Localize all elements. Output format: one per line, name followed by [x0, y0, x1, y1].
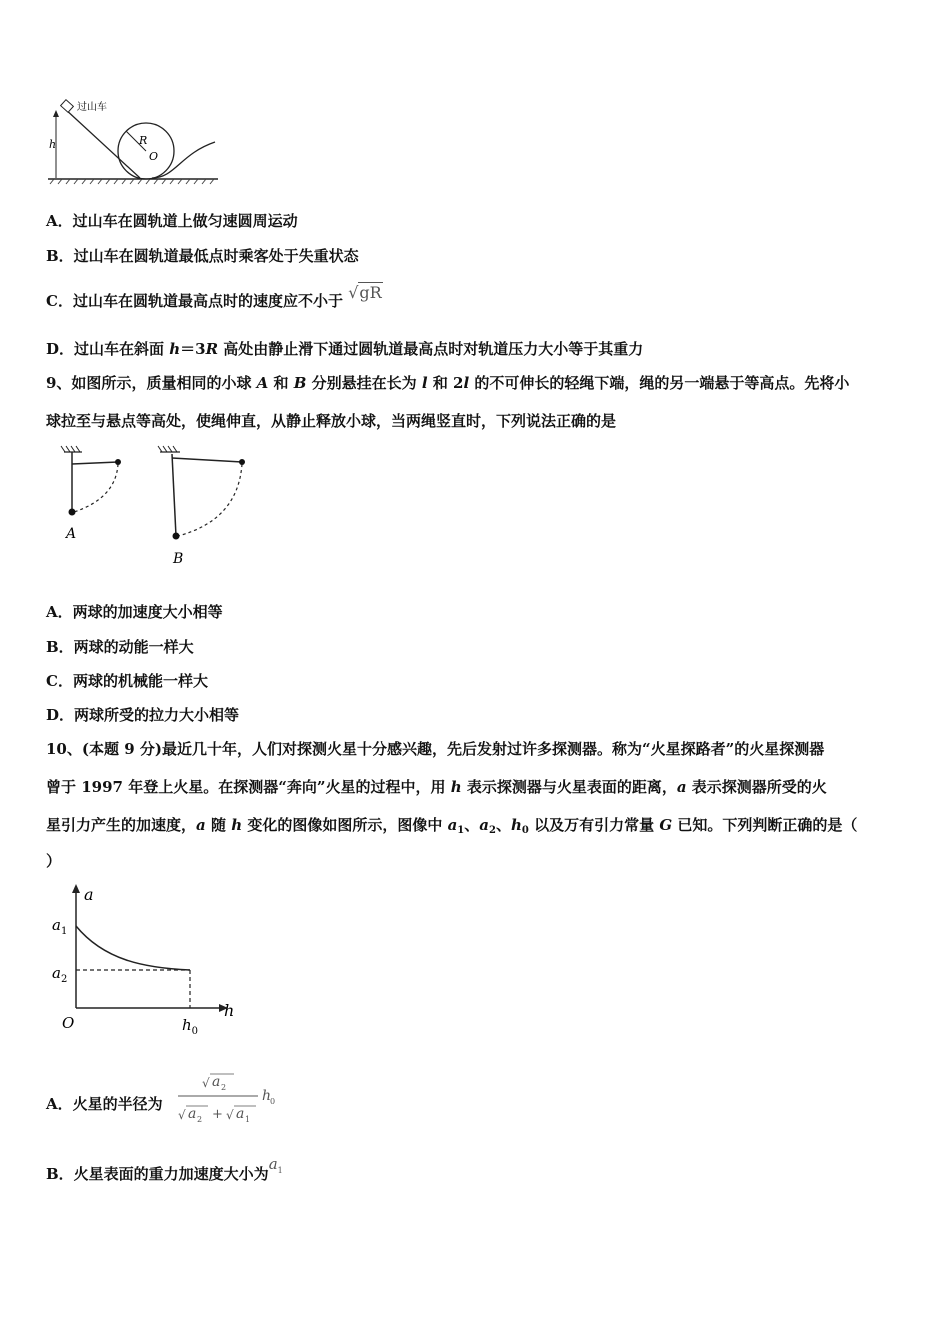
q9-t1: 9、如图所示，质量相同的小球 [46, 374, 257, 392]
pendulum-a-ball [69, 509, 76, 516]
pendulum-b-string-horizontal [172, 458, 242, 462]
q10-l3-a2-sub: 2 [489, 825, 496, 836]
coaster-label: 过山车 [77, 102, 107, 113]
q9-stem-line1 [46, 372, 849, 393]
q8-d-post: 高处由静止滑下通过圆轨道最高点时对轨道压力大小等于其重力 [218, 340, 644, 358]
svg-text:√: √ [226, 1108, 234, 1122]
q8-d-h: h [169, 340, 181, 358]
q10-l3-t2: 随 [205, 816, 232, 834]
coaster-car [61, 100, 74, 113]
q10-l2-var-a: a [676, 778, 687, 796]
q9-t4: 和 2 [427, 374, 464, 392]
q10-l3-var-G: G [659, 816, 673, 834]
formula-h0-sub: 0 [270, 1097, 276, 1106]
pendulum-b-ball-top [239, 459, 245, 465]
q9-option-b: B．两球的动能一样大 [46, 638, 194, 656]
q9-t5: 的不可伸长的轻绳下端，绳的另一端悬于等高点。先将小 [469, 374, 850, 392]
q8-sqrt-content: gR [359, 283, 382, 302]
q10-l3-h0: h [511, 816, 522, 834]
q10-l2-var-h: h [450, 778, 462, 796]
q10-l3-t3: 变化的图像如图所示，图像中 [242, 816, 448, 834]
q10-l3-a1-sub: 1 [457, 825, 465, 836]
q10-option-b-text: B．火星表面的重力加速度大小为 [46, 1165, 269, 1183]
q9-t2: 和 [268, 374, 294, 392]
pendulum-b-arc [178, 464, 242, 536]
pendulum-b [158, 446, 245, 567]
q9-var-l2: l [463, 374, 470, 392]
q10-l3-t5: 已知。下列判断正确的是（ [672, 816, 858, 834]
q9-var-l: l [421, 374, 428, 392]
height-label: h [49, 138, 57, 151]
incline-track [64, 108, 140, 178]
q8-d-eq: ＝3 [180, 340, 206, 358]
radius-label: R [139, 134, 148, 147]
pendulum-a-ball-top [115, 459, 121, 465]
q9-option-a: A．两球的加速度大小相等 [46, 603, 223, 621]
graph-h0-label: $h_0$ [182, 1016, 199, 1037]
q8-d-pre: D．过山车在斜面 [46, 340, 170, 358]
q9-t3: 分别悬挂在长为 [306, 374, 422, 392]
q8-option-a: A．过山车在圆轨道上做匀速圆周运动 [46, 212, 298, 230]
q10-l3-sep2: 、 [495, 816, 511, 834]
q9-var-A: A [256, 374, 269, 392]
q10-l3-var-a: a [196, 816, 206, 834]
q8-option-c-text: C．过山车在圆轨道最高点时的速度应不小于 [46, 292, 343, 310]
pendulum-b-label: B [173, 551, 184, 567]
pendulum-a-label: A [66, 526, 77, 542]
q10-stem-line1: 10、(本题 9 分)最近几十年，人们对探测火星十分感兴趣，先后发射过许多探测器。称为“火星探路者”的火星探测器 [46, 740, 825, 758]
q10-l3-t1: 星引力产生的加速度， [46, 816, 197, 834]
q10-l3-a1: a [447, 816, 458, 834]
q8-option-b: B．过山车在圆轨道最低点时乘客处于失重状态 [46, 247, 359, 265]
q10-option-a: A．火星的半径为 [46, 1095, 163, 1113]
q8-option-d [46, 338, 643, 359]
formula-h0-var: h [262, 1088, 272, 1104]
exit-track [152, 142, 215, 178]
graph-y-arrow [72, 884, 80, 893]
q10-l3-h0-sub: 0 [521, 825, 529, 836]
q10-stem-line3 [46, 814, 857, 836]
q10-l3-t4: 以及万有引力常量 [528, 816, 660, 834]
svg-text:√: √ [202, 1076, 210, 1090]
roller-coaster-figure [40, 96, 230, 188]
svg-text:√: √ [178, 1108, 186, 1122]
formula-den1-var: a [188, 1106, 197, 1122]
q8-d-r: R [205, 340, 219, 358]
q8-option-c-sqrt: √gR [348, 283, 382, 302]
q10-l2-t1: 曾于 1997 年登上火星。在探测器“奔向”火星的过程中，用 [46, 778, 451, 796]
pendulum-a-arc [74, 464, 118, 512]
q10-l3-sep1: 、 [464, 816, 480, 834]
formula-plus: + [212, 1107, 223, 1122]
pendulum-a [61, 446, 121, 542]
pendulum-figure [52, 440, 262, 572]
q9-option-d: D．两球所受的拉力大小相等 [46, 706, 240, 724]
graph-curve [76, 926, 190, 970]
graph-origin-label: O [62, 1014, 75, 1032]
q10-l2-t3: 表示探测器所受的火 [686, 778, 827, 796]
formula-den2-sub: 1 [245, 1115, 251, 1124]
height-arrow-head [53, 110, 59, 117]
graph-a1-label: $a_1$ [52, 916, 68, 937]
q9-option-c: C．两球的机械能一样大 [46, 672, 208, 690]
q10-option-b-sub: 1 [277, 1166, 283, 1175]
formula-den1-sub: 2 [197, 1115, 203, 1124]
graph-x-label: h [224, 1001, 235, 1020]
q10-l3-a2: a [479, 816, 490, 834]
q9-var-B: B [293, 374, 307, 392]
graph-y-label: a [84, 885, 94, 904]
pendulum-b-string-vertical [172, 454, 176, 536]
formula-num-var: a [212, 1074, 221, 1090]
formula-den2-var: a [236, 1106, 245, 1122]
q8-option-c [46, 283, 383, 311]
pendulum-a-string-horizontal [72, 462, 118, 464]
pendulum-b-ball [173, 533, 180, 540]
q9-stem-line2: 球拉至与悬点等高处，使绳伸直，从静止释放小球，当两绳竖直时，下列说法正确的是 [46, 412, 617, 430]
q10-option-b-var: a [268, 1155, 278, 1173]
formula-num-sub: 2 [221, 1083, 227, 1092]
q10-l2-t2: 表示探测器与火星表面的距离， [461, 778, 677, 796]
q10-option-b [46, 1155, 283, 1184]
q10-option-a-formula [176, 1066, 286, 1130]
q10-l3-var-h: h [231, 816, 243, 834]
graph-a2-label: $a_2$ [52, 964, 68, 985]
center-label: O [149, 150, 159, 163]
q10-stem-line2 [46, 776, 827, 797]
acceleration-height-graph [44, 880, 244, 1040]
q10-stem-line4: ） [46, 852, 62, 870]
